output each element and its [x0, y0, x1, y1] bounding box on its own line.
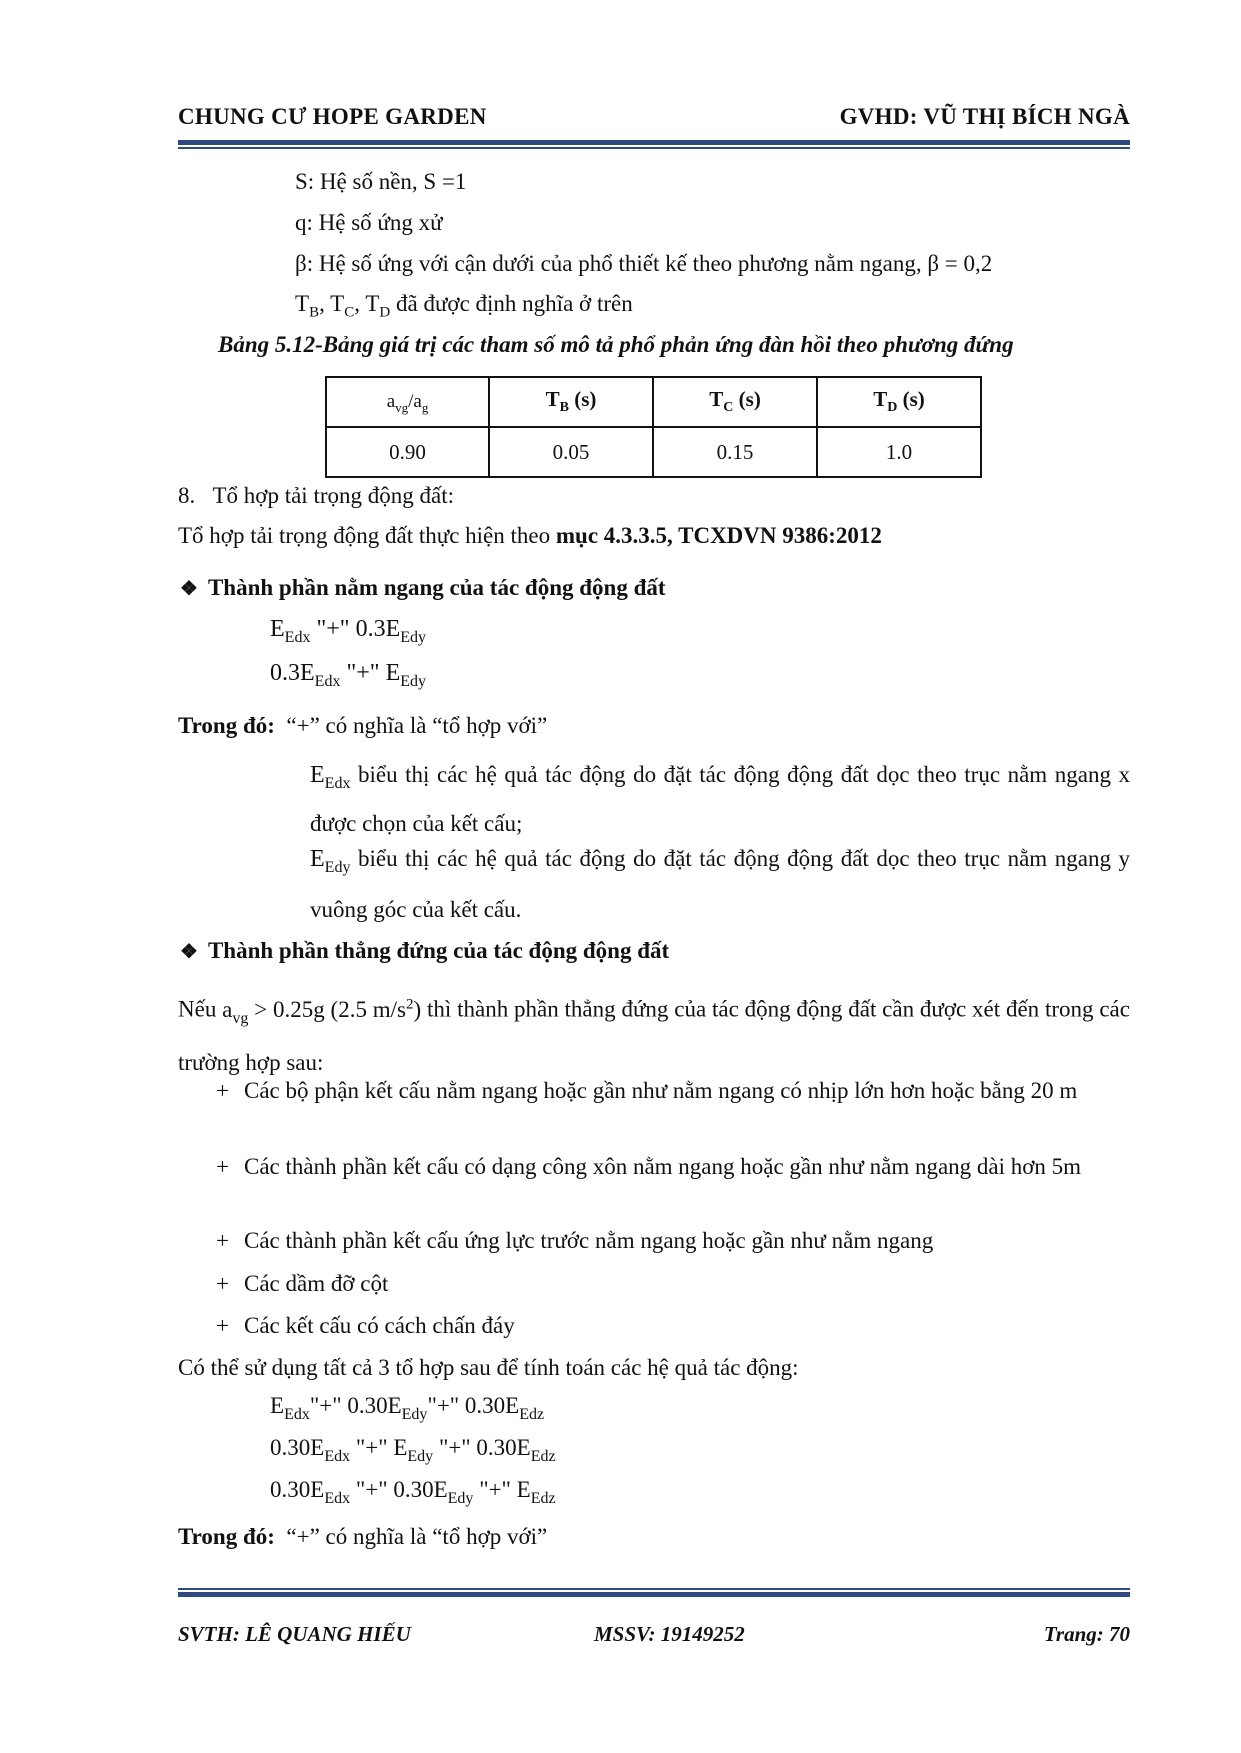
definition-beta: β: Hệ số ứng với cận dưới của phổ thiết kế theo phương nằm ngang, β = 0,2 — [295, 251, 993, 276]
parameter-table — [325, 376, 982, 478]
definition-edx: $E_{Edx}$ biểu thị các hệ quả tác động do đặt tác động động đất dọc theo trục nằm ngang x được chọn của kết cấu; — [310, 762, 1130, 836]
value-tc: 0.15 — [653, 427, 817, 477]
definition-edy: $E_{Edy}$ biểu thị các hệ quả tác động do đặt tác động động đất dọc theo trục nằm ngang y vuông góc của kết cấu. — [310, 846, 1130, 922]
definition-tb-tc-td: $T_B$, $T_C$, $T_D$ đã được định nghĩa ở trên — [295, 291, 633, 321]
table-header-row — [326, 377, 981, 427]
definition-s: S: Hệ số nền, S =1 — [295, 169, 467, 194]
vertical-where: Trong đó: “+” có nghĩa là “tổ hợp với” — [178, 1524, 548, 1549]
list-item: + Các dầm đỡ cột — [216, 1271, 389, 1296]
plus-bullet-icon: + — [216, 1313, 229, 1338]
horizontal-equation-2: $0.3E_{Edx}$ "+" $E_{Edy}$ — [270, 660, 427, 690]
section8-heading: 8. Tổ hợp tải trọng động đất: — [178, 483, 454, 508]
table-caption: Bảng 5.12-Bảng giá trị các tham số mô tả phổ phản ứng đàn hồi theo phương đứng — [218, 332, 1014, 357]
header-avg-ag: $a_{vg}/a_g$ — [326, 377, 489, 427]
value-tb: 0.05 — [489, 427, 653, 477]
value-avg-ag: 0.90 — [326, 427, 489, 477]
diamond-bullet-icon: ❖ — [180, 941, 198, 963]
header-td: $T_D$ (s) — [817, 377, 981, 427]
list-item: + Các kết cấu có cách chấn đáy — [216, 1313, 515, 1338]
plus-bullet-icon: + — [216, 1228, 229, 1253]
footer-rule-thick — [178, 1592, 1130, 1597]
combination-1: $E_{Edx}"+$" $0.30E_{Edy}"+$" $0.30E_{Edz}$ — [270, 1393, 545, 1423]
horizontal-where: Trong đó: “+” có nghĩa là “tổ hợp với” — [178, 713, 548, 738]
list-item: + Các bộ phận kết cấu nằm ngang hoặc gần như nằm ngang có nhịp lớn hơn hoặc bằng 20 m — [216, 1074, 1130, 1108]
footer-rule-thin — [178, 1588, 1130, 1590]
horizontal-heading: ❖ Thành phần nằm ngang của tác động động đất — [180, 575, 666, 600]
value-td: 1.0 — [817, 427, 981, 477]
section8-reference: Tổ hợp tải trọng động đất thực hiện theo mục 4.3.3.5, TCXDVN 9386:2012 — [178, 523, 882, 548]
footer-student: SVTH: LÊ QUANG HIẾU — [178, 1622, 411, 1646]
header-supervisor: GVHD: VŨ THỊ BÍCH NGÀ — [839, 104, 1130, 129]
list-item: + Các thành phần kết cấu ứng lực trước nằm ngang hoặc gần như nằm ngang — [216, 1228, 934, 1253]
combination-2: $0.30E_{Edx}$ "+" $E_{Edy}$ "+" $0.30E_{Edz}$ — [270, 1435, 556, 1465]
plus-bullet-icon: + — [216, 1271, 229, 1296]
header-tb: $T_B$ (s) — [489, 377, 653, 427]
horizontal-equation-1: $E_{Edx}$ "+" $0.3E_{Edy}$ — [270, 616, 427, 646]
footer-student-id: MSSV: 19149252 — [594, 1622, 745, 1646]
list-item: + Các thành phần kết cấu có dạng công xôn nằm ngang hoặc gần như nằm ngang dài hơn 5m — [216, 1150, 1130, 1184]
combos-intro: Có thể sử dụng tất cả 3 tổ hợp sau để tính toán các hệ quả tác động: — [178, 1355, 799, 1380]
footer-page-number: Trang: 70 — [1043, 1622, 1130, 1646]
table-value-row — [326, 427, 981, 477]
vertical-condition: Nếu $a_{vg} > 0.25g$ (2.5 $m/s^2$) thì thành phần thẳng đứng của tác động động đất cần được xét đến trong các trường hợp sau: — [178, 996, 1130, 1075]
plus-bullet-icon: + — [216, 1078, 229, 1103]
vertical-heading: ❖ Thành phần thẳng đứng của tác động động đất — [180, 938, 670, 963]
diamond-bullet-icon: ❖ — [180, 578, 198, 600]
header-tc: $T_C$ (s) — [653, 377, 817, 427]
header-project-title: CHUNG CƯ HOPE GARDEN — [178, 104, 487, 129]
plus-bullet-icon: + — [216, 1154, 229, 1179]
header-rule-thick — [178, 140, 1130, 145]
header-rule-thin — [178, 147, 1130, 149]
definition-q: q: Hệ số ứng xử — [295, 210, 443, 235]
combination-3: $0.30E_{Edx}$ "+" $0.30E_{Edy}$ "+" $E_{Edz}$ — [270, 1477, 556, 1507]
